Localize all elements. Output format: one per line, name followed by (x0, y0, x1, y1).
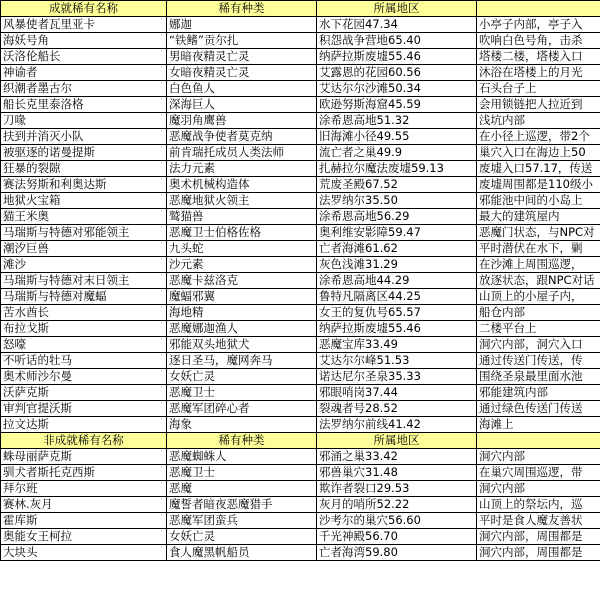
location-cell: 欧逊努斯海窟45.59 (317, 97, 477, 113)
table-row (1, 81, 600, 97)
table-row (1, 337, 600, 353)
location-cell: 恶魔宝库33.49 (317, 337, 477, 353)
location-cell: 积怨战争营地65.40 (317, 33, 477, 49)
type-cell: 前肯瑞托成员人类法师 (167, 145, 317, 161)
note-cell: 沐浴在塔楼上的月光 (477, 65, 600, 81)
location-cell: 女王的复仇号65.57 (317, 305, 477, 321)
column-header (477, 1, 600, 17)
location-cell: 纳萨拉斯废墟55.46 (317, 321, 477, 337)
table-row (1, 145, 600, 161)
note-cell: 石头台子上 (477, 81, 600, 97)
location-cell: 荒废圣殿67.52 (317, 177, 477, 193)
note-cell: 通过绿色传送门传送 (477, 401, 600, 417)
name-cell: 狂暴的裂隙 (1, 161, 167, 177)
note-cell: 围绕圣泉最里面水池 (477, 369, 600, 385)
note-cell: 邪能建筑内部 (477, 385, 600, 401)
table-row (1, 417, 600, 433)
name-cell: 潮汐巨兽 (1, 241, 167, 257)
name-cell: 拉文达斯 (1, 417, 167, 433)
location-cell: 沙考尔的巢穴56.60 (317, 513, 477, 529)
type-cell: 魔誓者暗夜恶魔猎手 (167, 497, 317, 513)
note-cell: 巢穴入口在海边上50 (477, 145, 600, 161)
type-cell: 恶魔军团蛮兵 (167, 513, 317, 529)
location-cell: 艾达尔尔沙滩50.34 (317, 81, 477, 97)
location-cell: 水下花园47.34 (317, 17, 477, 33)
type-cell: 深海巨人 (167, 97, 317, 113)
location-cell: 法罗纳尔35.50 (317, 193, 477, 209)
table-row (1, 113, 600, 129)
achievement-header-row (1, 1, 600, 17)
table-body (1, 1, 600, 561)
non-achievement-header-row (1, 433, 600, 449)
location-cell: 欺诈者裂口29.53 (317, 481, 477, 497)
name-cell: 地狱火宝箱 (1, 193, 167, 209)
table-row (1, 369, 600, 385)
type-cell: 邪能双头地狱犬 (167, 337, 317, 353)
location-cell: 亡者海湾59.80 (317, 545, 477, 561)
name-cell: 织潮者墨古尔 (1, 81, 167, 97)
name-cell: 刀喙 (1, 113, 167, 129)
type-cell: 恶魔 (167, 481, 317, 497)
type-cell: 恶魔卡兹洛克 (167, 273, 317, 289)
location-cell: 扎赫拉尔魔法废墟59.13 (317, 161, 477, 177)
location-cell: 邪兽巢穴31.48 (317, 465, 477, 481)
note-cell: 放逐状态，跟NPC对话 (477, 273, 600, 289)
type-cell: 女暗夜精灵亡灵 (167, 65, 317, 81)
name-cell: 不听话的牡马 (1, 353, 167, 369)
name-cell: 赛林.灰月 (1, 497, 167, 513)
location-cell: 灰月的哨所52.22 (317, 497, 477, 513)
name-cell: 沃洛伦船长 (1, 49, 167, 65)
table-row (1, 353, 600, 369)
column-header: 成就稀有名称 (1, 1, 167, 17)
table-row (1, 49, 600, 65)
note-cell: 海滩上 (477, 417, 600, 433)
location-cell: 亡者海滩61.62 (317, 241, 477, 257)
location-cell: 法罗纳尔前线41.42 (317, 417, 477, 433)
type-cell: 海象 (167, 417, 317, 433)
note-cell: 塔楼二楼，塔楼入口 (477, 49, 600, 65)
table-row (1, 97, 600, 113)
note-cell: 吹响白色号角，击杀 (477, 33, 600, 49)
location-cell: 旧海滩小径49.55 (317, 129, 477, 145)
note-cell: 浅坑内部 (477, 113, 600, 129)
note-cell: 邪能池中间的小岛上 (477, 193, 600, 209)
note-cell: 山顶上的祭坛内，巡 (477, 497, 600, 513)
table-row (1, 65, 600, 81)
table-row (1, 161, 600, 177)
table-row (1, 529, 600, 545)
note-cell: 在小径上巡逻，带2个 (477, 129, 600, 145)
location-cell: 邪涌之巢33.42 (317, 449, 477, 465)
table-row (1, 225, 600, 241)
name-cell: 马瑞斯与特德对魔蝠 (1, 289, 167, 305)
type-cell: 鹫猫兽 (167, 209, 317, 225)
name-cell: 驯犬者斯托克西斯 (1, 465, 167, 481)
location-cell: 涂希恩高地56.29 (317, 209, 477, 225)
name-cell: 审判官提沃斯 (1, 401, 167, 417)
name-cell: 被驱逐的诺曼提斯 (1, 145, 167, 161)
type-cell: 女妖亡灵 (167, 529, 317, 545)
name-cell: 马瑞斯与特德对邪能领主 (1, 225, 167, 241)
location-cell: 艾露恩的花园60.56 (317, 65, 477, 81)
note-cell: 废墟周围都是110级小 (477, 177, 600, 193)
table-row (1, 305, 600, 321)
table-row (1, 241, 600, 257)
name-cell: 大块头 (1, 545, 167, 561)
note-cell: 小亭子内部，亭子入 (477, 17, 600, 33)
location-cell: 裂魂者号28.52 (317, 401, 477, 417)
name-cell: 风暴使者瓦里亚卡 (1, 17, 167, 33)
note-cell: 山顶上的小屋子内， (477, 289, 600, 305)
note-cell: 平时潜伏在水下，剿 (477, 241, 600, 257)
name-cell: 海妖号角 (1, 33, 167, 49)
table-row (1, 177, 600, 193)
name-cell: 猫王米奥 (1, 209, 167, 225)
type-cell: 魔羽角鹰兽 (167, 113, 317, 129)
table-row (1, 17, 600, 33)
type-cell: 海地精 (167, 305, 317, 321)
table-row (1, 33, 600, 49)
note-cell: 洞穴内部 (477, 481, 600, 497)
type-cell: “铁鳍”贡尔扎 (167, 33, 317, 49)
type-cell: 奥术机械构造体 (167, 177, 317, 193)
type-cell: 男暗夜精灵亡灵 (167, 49, 317, 65)
column-header: 稀有种类 (167, 433, 317, 449)
table-row (1, 545, 600, 561)
location-cell: 艾达尔尔峰51.53 (317, 353, 477, 369)
table-row (1, 289, 600, 305)
name-cell: 扶到并消灭小队 (1, 129, 167, 145)
note-cell: 恶魔门状态，与NPC对 (477, 225, 600, 241)
type-cell: 白色鱼人 (167, 81, 317, 97)
location-cell: 灰色浅滩31.29 (317, 257, 477, 273)
note-cell: 会用锁链把人拉近到 (477, 97, 600, 113)
column-header: 非成就稀有名称 (1, 433, 167, 449)
note-cell: 洞穴内部，洞穴入口 (477, 337, 600, 353)
location-cell: 诺达尼尔圣泉35.33 (317, 369, 477, 385)
location-cell: 鲁特凡隔离区44.25 (317, 289, 477, 305)
note-cell: 洞穴内部，周围都是 (477, 529, 600, 545)
table-row (1, 481, 600, 497)
note-cell: 平时是食人魔友善状 (477, 513, 600, 529)
name-cell: 霍库斯 (1, 513, 167, 529)
name-cell: 马瑞斯与特德对末日领主 (1, 273, 167, 289)
table-row (1, 129, 600, 145)
note-cell: 洞穴内部 (477, 449, 600, 465)
type-cell: 沙元素 (167, 257, 317, 273)
location-cell: 涂希恩高地51.32 (317, 113, 477, 129)
type-cell: 恶魔娜迦渔人 (167, 321, 317, 337)
name-cell: 沃萨克斯 (1, 385, 167, 401)
note-cell: 洞穴内部，周围都是 (477, 545, 600, 561)
column-header: 稀有种类 (167, 1, 317, 17)
type-cell: 恶魔军团碎心者 (167, 401, 317, 417)
location-cell: 千光神殿56.70 (317, 529, 477, 545)
note-cell: 在巢穴周围巡逻，带 (477, 465, 600, 481)
table-row (1, 385, 600, 401)
name-cell: 神谕者 (1, 65, 167, 81)
name-cell: 拜尔班 (1, 481, 167, 497)
column-header: 所属地区 (317, 433, 477, 449)
table-row (1, 193, 600, 209)
name-cell: 奥术师沙尔曼 (1, 369, 167, 385)
name-cell: 赛法努斯和利奥达斯 (1, 177, 167, 193)
column-header: 所属地区 (317, 1, 477, 17)
type-cell: 恶魔卫士 (167, 465, 317, 481)
type-cell: 九头蛇 (167, 241, 317, 257)
table-row (1, 273, 600, 289)
location-cell: 涂希恩高地44.29 (317, 273, 477, 289)
table-row (1, 449, 600, 465)
location-cell: 流亡者之巢49.9 (317, 145, 477, 161)
note-cell: 船仓内部 (477, 305, 600, 321)
table-row (1, 257, 600, 273)
name-cell: 蛛母丽萨克斯 (1, 449, 167, 465)
type-cell: 恶魔卫士伯格佐格 (167, 225, 317, 241)
column-header (477, 433, 600, 449)
table-row (1, 497, 600, 513)
table-row (1, 401, 600, 417)
type-cell: 食人魔黑帆船员 (167, 545, 317, 561)
name-cell: 船长克里泰洛格 (1, 97, 167, 113)
name-cell: 布拉戈斯 (1, 321, 167, 337)
note-cell: 二楼平台上 (477, 321, 600, 337)
location-cell: 纳萨拉斯废墟55.46 (317, 49, 477, 65)
type-cell: 恶魔地狱火领主 (167, 193, 317, 209)
table-row (1, 321, 600, 337)
name-cell: 滩沙 (1, 257, 167, 273)
location-cell: 邪眼哨岗37.44 (317, 385, 477, 401)
note-cell: 通过传送门传送，传 (477, 353, 600, 369)
type-cell: 女妖亡灵 (167, 369, 317, 385)
location-cell: 奥利维安影障59.47 (317, 225, 477, 241)
table-row (1, 513, 600, 529)
table-row (1, 465, 600, 481)
name-cell: 苦水酋长 (1, 305, 167, 321)
type-cell: 魔蝠邪翼 (167, 289, 317, 305)
type-cell: 恶魔战争使者莫克纳 (167, 129, 317, 145)
type-cell: 逐日圣马，魔网奔马 (167, 353, 317, 369)
note-cell: 在沙滩上周围巡逻， (477, 257, 600, 273)
name-cell: 奥能女王柯拉 (1, 529, 167, 545)
type-cell: 娜迦 (167, 17, 317, 33)
name-cell: 怒嚎 (1, 337, 167, 353)
note-cell: 最大的建筑屋内 (477, 209, 600, 225)
type-cell: 恶魔蜘蛛人 (167, 449, 317, 465)
type-cell: 法力元素 (167, 161, 317, 177)
note-cell: 废墟入口57.17，传送 (477, 161, 600, 177)
type-cell: 恶魔卫士 (167, 385, 317, 401)
table-row (1, 209, 600, 225)
